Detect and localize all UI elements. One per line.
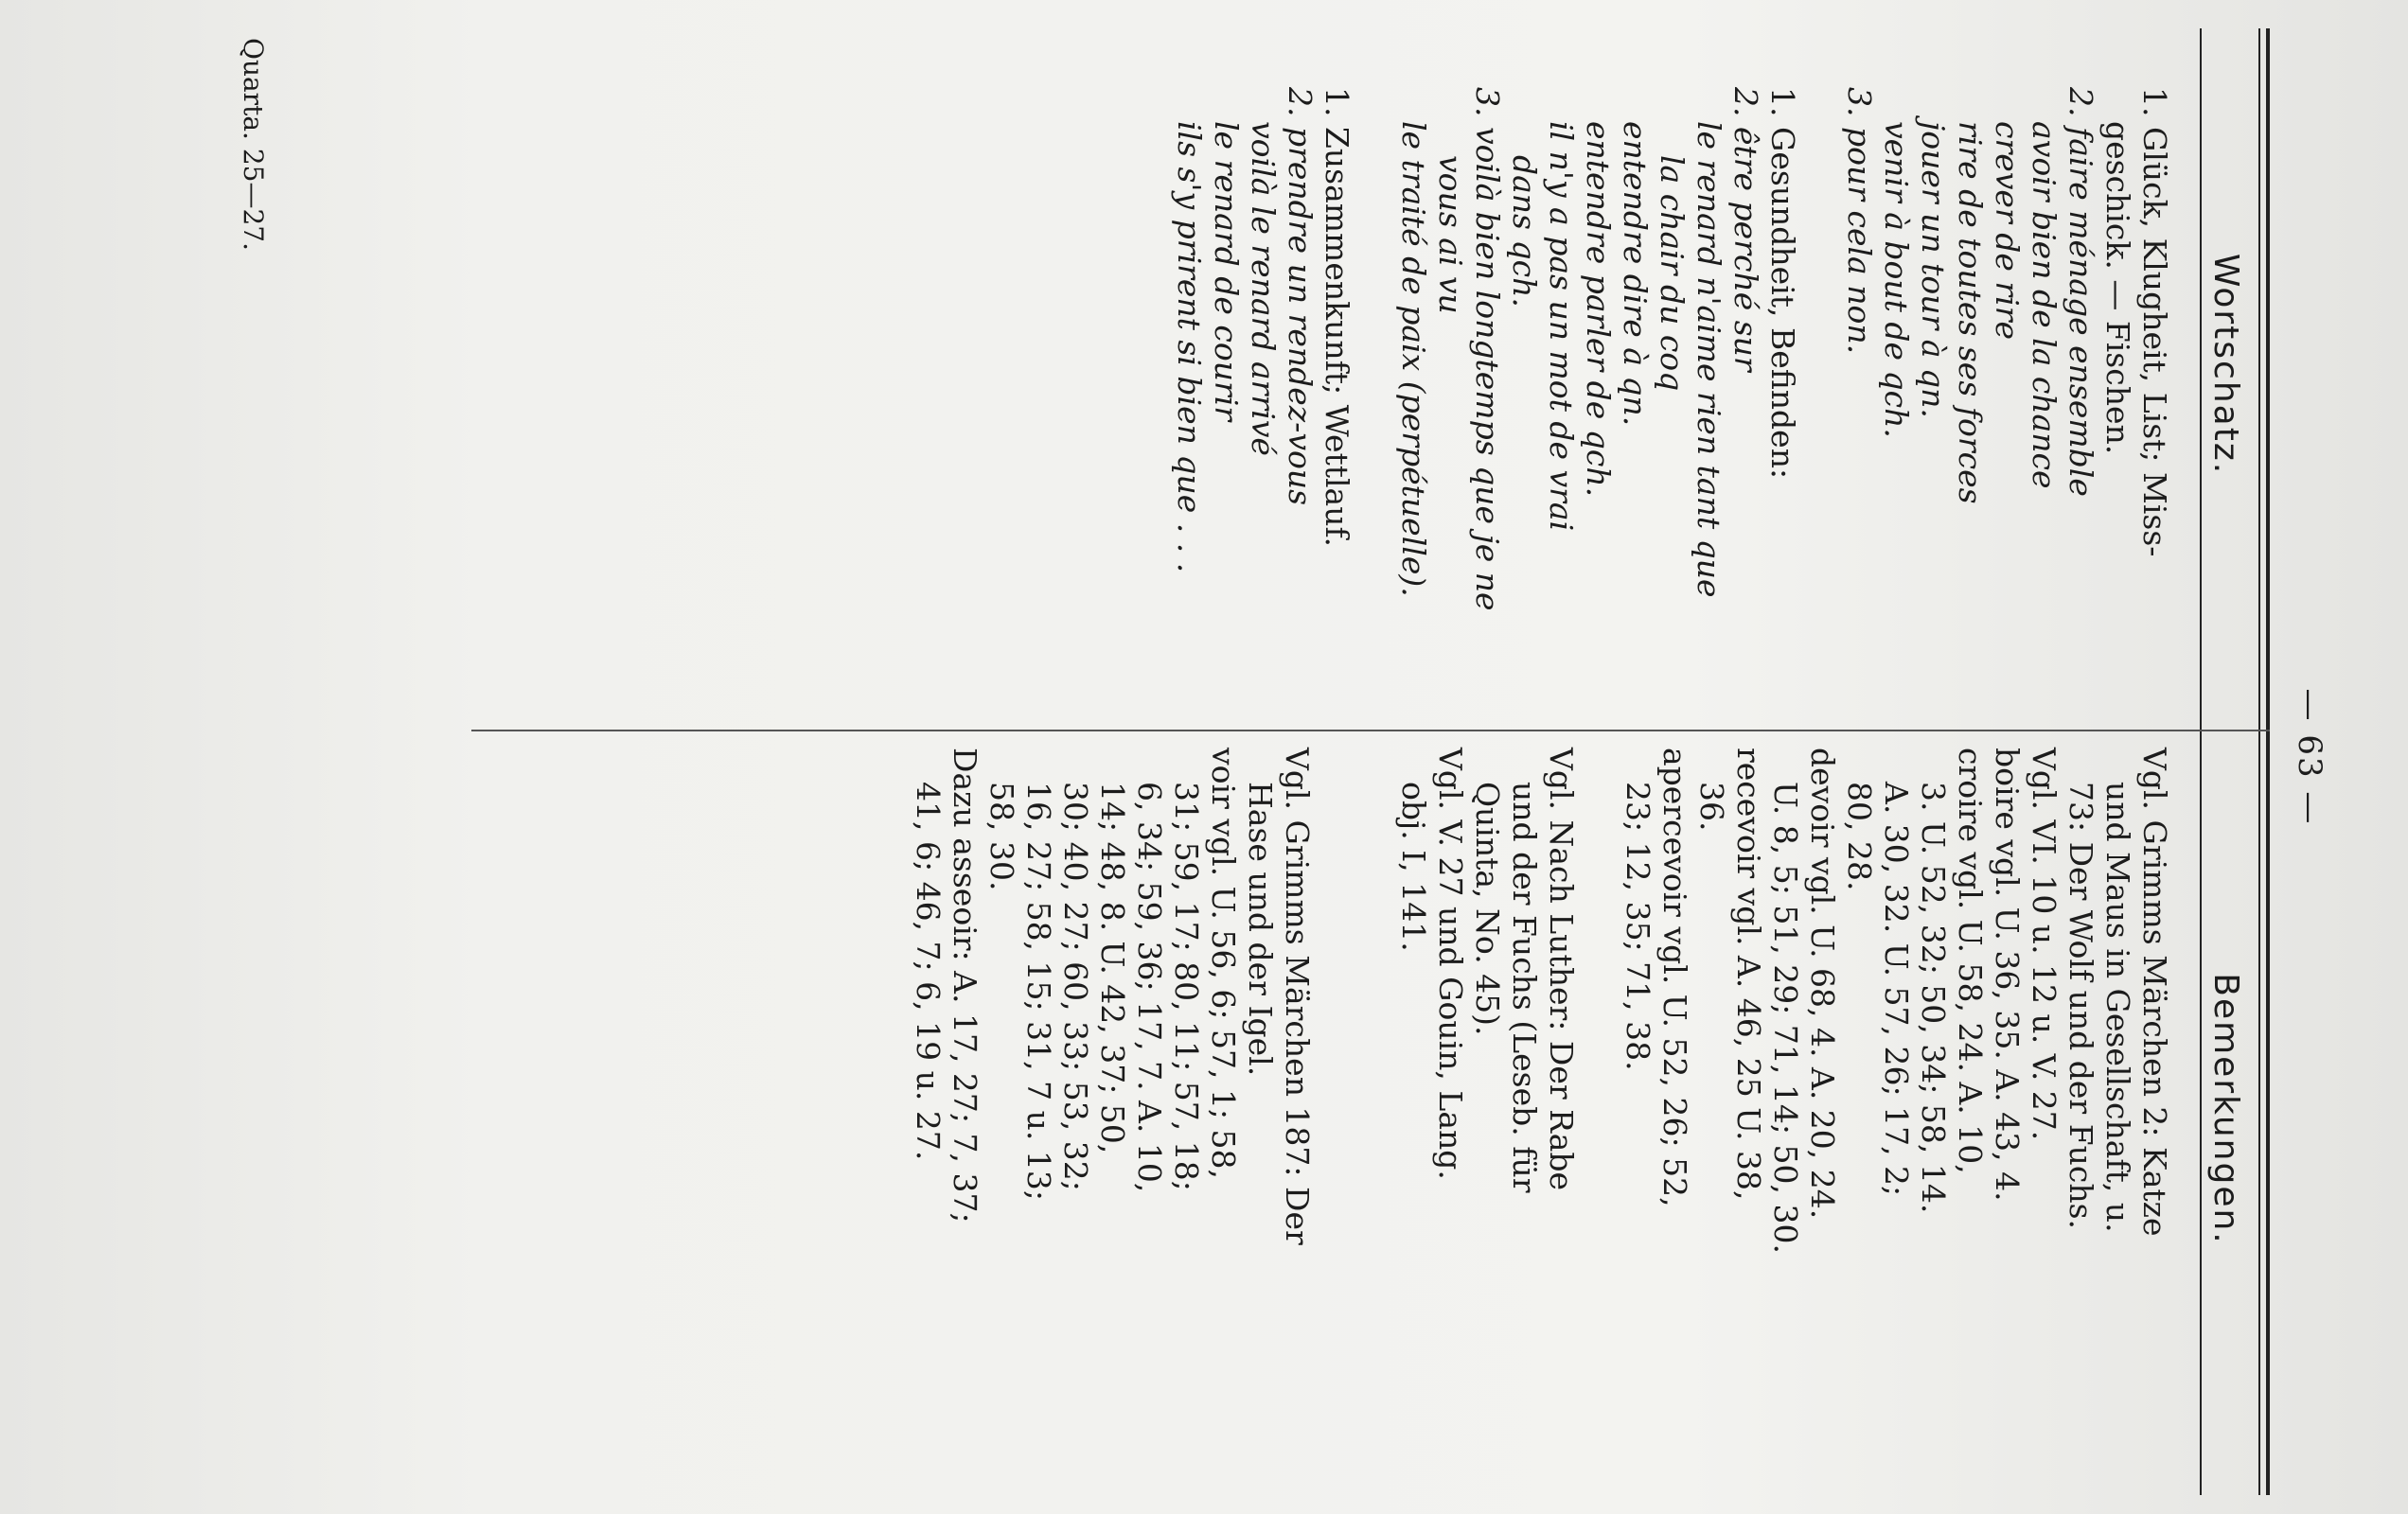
- note-line: 16, 27; 58, 15; 31, 7 u. 13;: [1020, 782, 1057, 1201]
- note-line: A. 30, 32. U. 57, 26; 17, 2;: [1878, 782, 1915, 1197]
- note-line: voir vgl. U. 56, 6; 57, 1; 58,: [1205, 748, 1242, 1180]
- note-line: 14; 48, 8. U. 42, 37; 50,: [1094, 782, 1131, 1154]
- footer-quarta: Quarta. 25—27.: [238, 38, 269, 251]
- vocab-line: avoir bien de la chance: [2026, 121, 2063, 489]
- vocab-line: rire de toutes ses forces: [1952, 121, 1989, 504]
- note-spacer: [1580, 748, 1620, 1495]
- note-line: devoir vgl. U. 68, 4. A. 20, 24.: [1804, 748, 1841, 1220]
- vocab-line: jouer un tour à qn.: [1915, 121, 1952, 418]
- vocab-line: 2. prendre un rendez-vous: [1282, 87, 1319, 506]
- vocab-line: dans qch.: [1506, 155, 1543, 308]
- vocab-line: 1. Glück, Klugheit, List; Miss-: [2136, 87, 2173, 557]
- vocab-line: 3. pour cela non.: [1841, 87, 1878, 355]
- note-line: und Maus in Gesellschaft, u.: [2099, 782, 2136, 1233]
- vocab-spacer: [1801, 87, 1841, 712]
- note-line: 31; 59, 17; 80, 11; 57, 18;: [1168, 782, 1205, 1191]
- note-line: Quinta, No. 45).: [1469, 782, 1506, 1036]
- note-line: 23; 12, 35; 71, 38.: [1620, 782, 1656, 1071]
- vocab-line: venir à bout de qch.: [1878, 121, 1915, 438]
- note-line: Dazu asseoir: A. 17, 27; 7, 37;: [947, 748, 983, 1224]
- top-rule: [2266, 28, 2270, 1495]
- note-line: Vgl. Nach Luther: Der Rabe: [1543, 748, 1580, 1191]
- note-line: 3. U. 52, 32; 50, 34; 58, 14.: [1915, 782, 1952, 1214]
- note-line: Vgl. VI. 10 u. 12 u. V. 27.: [2026, 748, 2063, 1141]
- vocab-line: le traité de paix (perpétuelle).: [1395, 121, 1432, 597]
- vocab-line: crever de rire: [1989, 121, 2026, 340]
- heading-wortschatz: Wortschatz.: [2206, 253, 2245, 476]
- vocab-line: entendre dire à qn.: [1617, 121, 1654, 427]
- vocab-line: le renard de courir: [1208, 121, 1245, 422]
- vocab-line: vous ai vu: [1432, 155, 1469, 314]
- vocab-line: 2. faire ménage ensemble: [2063, 87, 2099, 497]
- note-line: apercevoir vgl. U. 52, 26; 52,: [1656, 748, 1693, 1207]
- vocab-line: geschick. — Fischen.: [2099, 121, 2136, 455]
- note-line: 6, 34; 59, 36; 17, 7. A. 10,: [1131, 782, 1168, 1193]
- vocab-line: voilà le renard arrivé: [1245, 121, 1282, 456]
- note-line: Hase und der Igel.: [1242, 782, 1279, 1077]
- page-number: — 63 —: [2291, 688, 2328, 826]
- note-line: Vgl. Grimms Märchen 187: Der: [1279, 748, 1316, 1245]
- column-divider: [471, 730, 2270, 731]
- header-rule: [2200, 28, 2202, 1495]
- note-line: croire vgl. U. 58, 24. A. 10,: [1952, 748, 1989, 1174]
- note-line: und der Fuchs (Leseb. für: [1506, 782, 1543, 1193]
- vocab-spacer: [1355, 87, 1395, 712]
- note-line: Vgl. Grimms Märchen 2: Katze: [2136, 748, 2173, 1237]
- vocab-line: il n'y a pas un mot de vrai: [1543, 121, 1580, 532]
- note-spacer: [1355, 748, 1395, 1495]
- heading-bemerkungen: Bemerkungen.: [2206, 973, 2245, 1245]
- note-line: 41, 6; 46, 7; 6, 19 u. 27.: [910, 782, 947, 1161]
- note-line: obj. I, 141.: [1395, 782, 1432, 952]
- wortschatz-column: [1171, 87, 2173, 712]
- vocab-line: 3. voilà bien longtemps que je ne: [1469, 87, 1506, 611]
- note-line: boire vgl. U. 36, 35. A. 43, 4.: [1989, 748, 2026, 1202]
- vocab-line: entendre parler de qch.: [1580, 121, 1617, 498]
- vocab-line: ils s'y prirent si bien que . . .: [1171, 121, 1208, 573]
- vocab-line: 1. Gesundheit, Befinden:: [1764, 87, 1801, 480]
- vocab-line: 2. être perché sur: [1727, 87, 1764, 372]
- top-rule-thin: [2258, 28, 2260, 1495]
- vocab-line: la chair du coq: [1654, 155, 1691, 392]
- note-line: 80, 28.: [1841, 782, 1878, 891]
- vocab-line: le renard n'aime rien tant que: [1691, 121, 1727, 598]
- note-line: 73: Der Wolf und der Fuchs.: [2063, 782, 2099, 1230]
- note-line: Vgl. V. 27 und Gouin, Lang.: [1432, 748, 1469, 1180]
- note-line: U. 8, 5; 51, 29; 71, 14; 50, 30.: [1767, 782, 1804, 1254]
- bemerkungen-column: [910, 748, 2173, 1495]
- note-line: recevoir vgl. A. 46, 25 U. 38,: [1730, 748, 1767, 1201]
- note-spacer: [1316, 748, 1355, 1495]
- vocab-line: 1. Zusammenkunft; Wettlauf.: [1319, 87, 1355, 548]
- note-line: 30; 40, 27; 60, 33; 53, 32;: [1057, 782, 1094, 1191]
- note-line: 58, 30.: [983, 782, 1020, 891]
- note-line: 36.: [1693, 782, 1730, 832]
